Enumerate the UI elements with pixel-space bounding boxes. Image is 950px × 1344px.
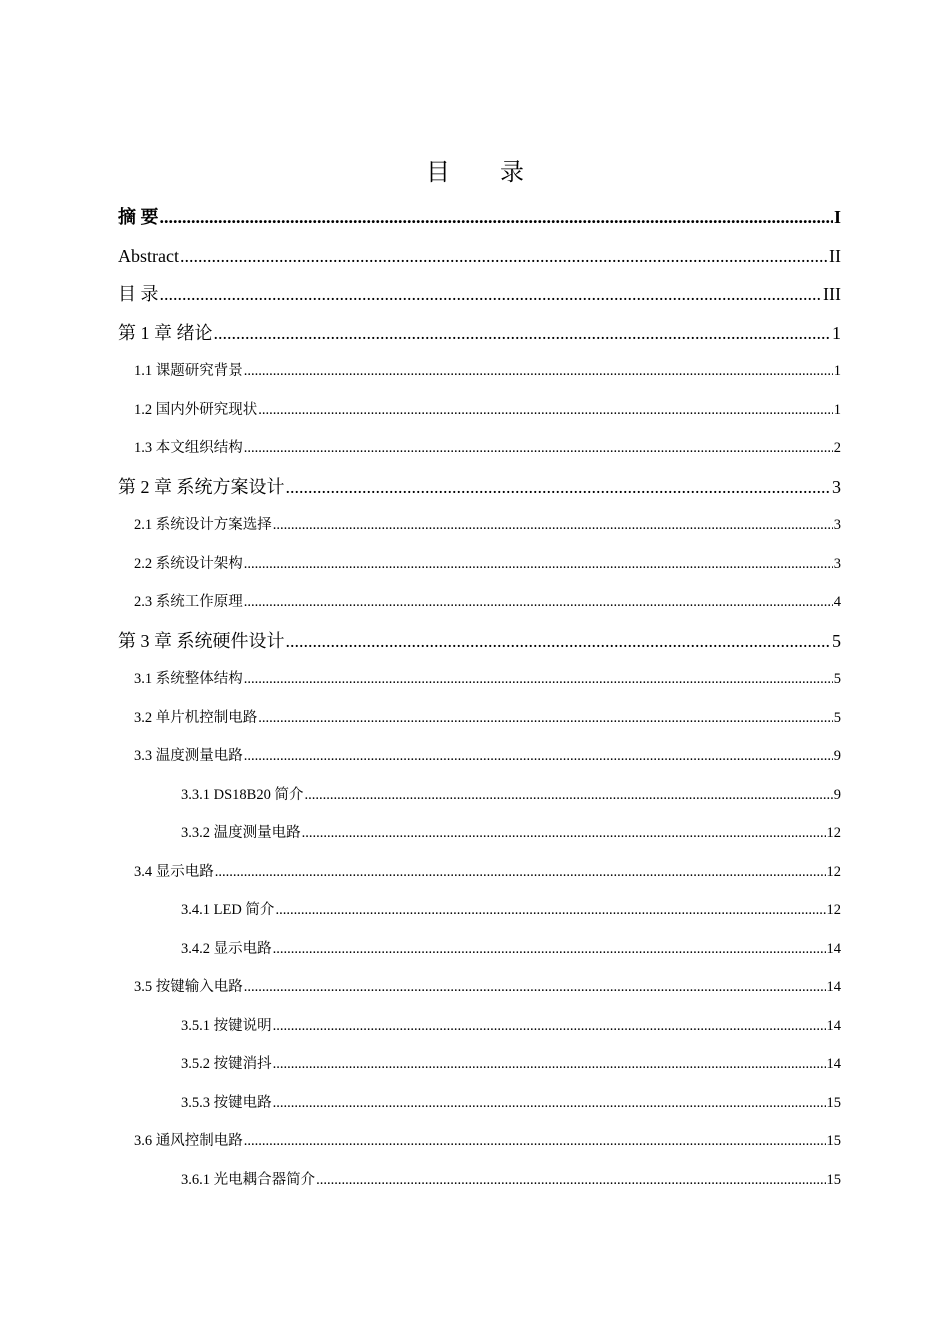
toc-leader-dots bbox=[244, 660, 833, 699]
toc-entry[interactable] bbox=[118, 853, 841, 892]
toc-entry-title: 3.4 显示电路 bbox=[134, 863, 214, 880]
toc-leader-dots bbox=[244, 968, 826, 1007]
toc-entry-title: 3.3.1 DS18B20 简介 bbox=[181, 786, 304, 803]
toc-entry-title: 2.3 系统工作原理 bbox=[134, 594, 243, 610]
toc-leader-dots bbox=[160, 198, 833, 237]
toc-leader-dots bbox=[244, 583, 833, 622]
toc-entry-page: 15 bbox=[826, 1133, 841, 1149]
toc-leader-dots bbox=[244, 737, 833, 776]
toc-entry-title: 3.2 单片机控制电路 bbox=[134, 709, 258, 726]
toc-entry-page: 14 bbox=[826, 1056, 841, 1072]
toc-entry-page: 14 bbox=[826, 979, 841, 995]
toc-entry-page: 3 bbox=[833, 517, 841, 533]
toc-entry-page: 15 bbox=[826, 1094, 841, 1111]
toc-entry-page: 3 bbox=[832, 476, 841, 497]
toc-entry-title: 3.1 系统整体结构 bbox=[134, 671, 243, 687]
toc-entry-page: 14 bbox=[826, 940, 841, 957]
toc-entry[interactable] bbox=[118, 391, 841, 430]
toc-entry[interactable] bbox=[118, 545, 841, 584]
toc-entry-title: 摘 要 bbox=[118, 207, 159, 227]
toc-entry-title: 3.3 温度测量电路 bbox=[134, 748, 243, 764]
toc-leader-dots bbox=[215, 853, 826, 892]
toc-entry[interactable] bbox=[118, 237, 841, 276]
toc-entry-page: 5 bbox=[833, 671, 841, 687]
toc-leader-dots bbox=[273, 930, 826, 969]
toc-entry[interactable] bbox=[118, 429, 841, 468]
toc-entry-title: 1.1 课题研究背景 bbox=[134, 363, 243, 379]
toc-entry-title: 2.2 系统设计架构 bbox=[134, 555, 243, 572]
table-of-contents bbox=[118, 198, 841, 1199]
toc-entry-page: 2 bbox=[833, 440, 841, 456]
toc-entry-page: 3 bbox=[833, 555, 841, 572]
toc-entry-title: 2.1 系统设计方案选择 bbox=[134, 517, 272, 533]
toc-entry-page: 5 bbox=[832, 630, 841, 651]
toc-entry-title: 3.3.2 温度测量电路 bbox=[181, 825, 301, 841]
toc-entry-page: 1 bbox=[832, 322, 841, 343]
toc-entry[interactable] bbox=[118, 622, 841, 661]
toc-entry[interactable] bbox=[118, 776, 841, 815]
toc-entry[interactable] bbox=[118, 275, 841, 314]
toc-leader-dots bbox=[273, 1045, 826, 1084]
toc-leader-dots bbox=[214, 314, 832, 353]
toc-entry-title: 第 3 章 系统硬件设计 bbox=[118, 630, 285, 651]
toc-leader-dots bbox=[258, 699, 833, 738]
toc-entry-page: 12 bbox=[826, 825, 841, 841]
toc-leader-dots bbox=[275, 891, 825, 930]
toc-entry-title: 3.5 按键输入电路 bbox=[134, 979, 243, 995]
toc-entry[interactable] bbox=[118, 352, 841, 391]
toc-entry[interactable] bbox=[118, 1007, 841, 1046]
toc-leader-dots bbox=[286, 468, 832, 507]
toc-entry-title: 3.4.1 LED 简介 bbox=[181, 902, 275, 918]
toc-leader-dots bbox=[244, 429, 833, 468]
toc-entry[interactable] bbox=[118, 198, 841, 237]
toc-entry-page: 1 bbox=[833, 401, 841, 418]
toc-entry-title: 目 录 bbox=[118, 284, 159, 304]
toc-entry[interactable] bbox=[118, 930, 841, 969]
toc-entry-page: III bbox=[823, 284, 841, 304]
toc-leader-dots bbox=[273, 506, 833, 545]
toc-entry-title: 1.2 国内外研究现状 bbox=[134, 401, 258, 418]
toc-leader-dots bbox=[316, 1161, 825, 1200]
toc-entry-page: 9 bbox=[833, 786, 841, 803]
toc-entry[interactable] bbox=[118, 468, 841, 507]
toc-leader-dots bbox=[302, 814, 826, 853]
toc-leader-dots bbox=[273, 1007, 826, 1046]
toc-entry-title: 1.3 本文组织结构 bbox=[134, 440, 243, 456]
toc-leader-dots bbox=[180, 237, 828, 276]
toc-entry-page: II bbox=[829, 245, 841, 266]
toc-entry[interactable] bbox=[118, 314, 841, 353]
toc-entry[interactable] bbox=[118, 1084, 841, 1123]
toc-entry-title: 3.5.3 按键电路 bbox=[181, 1094, 272, 1111]
toc-entry-page: 15 bbox=[826, 1171, 841, 1188]
toc-entry[interactable] bbox=[118, 660, 841, 699]
toc-entry[interactable] bbox=[118, 1161, 841, 1200]
toc-entry-title: 3.4.2 显示电路 bbox=[181, 940, 272, 957]
toc-leader-dots bbox=[244, 352, 833, 391]
toc-entry-title: 第 1 章 绪论 bbox=[118, 322, 213, 343]
toc-entry-page: 12 bbox=[826, 902, 841, 918]
toc-leader-dots bbox=[244, 545, 833, 584]
toc-entry[interactable] bbox=[118, 506, 841, 545]
toc-entry[interactable] bbox=[118, 1122, 841, 1161]
toc-leader-dots bbox=[273, 1084, 826, 1123]
toc-leader-dots bbox=[258, 391, 833, 430]
toc-entry-page: 14 bbox=[826, 1017, 841, 1034]
toc-entry[interactable] bbox=[118, 699, 841, 738]
toc-entry-title: 3.6 通风控制电路 bbox=[134, 1133, 243, 1149]
toc-entry-page: 5 bbox=[833, 709, 841, 726]
toc-entry-title: 3.5.1 按键说明 bbox=[181, 1017, 272, 1034]
toc-entry[interactable] bbox=[118, 1045, 841, 1084]
toc-entry[interactable] bbox=[118, 891, 841, 930]
toc-entry-page: 1 bbox=[833, 363, 841, 379]
toc-entry-page: 9 bbox=[833, 748, 841, 764]
toc-entry-title: 3.6.1 光电耦合器简介 bbox=[181, 1171, 316, 1188]
toc-title: 目 录 bbox=[426, 160, 546, 186]
toc-entry[interactable] bbox=[118, 968, 841, 1007]
toc-entry-page: I bbox=[833, 207, 841, 227]
toc-entry[interactable] bbox=[118, 814, 841, 853]
toc-leader-dots bbox=[286, 622, 832, 661]
toc-entry-page: 12 bbox=[826, 863, 841, 880]
toc-entry-title: Abstract bbox=[118, 245, 179, 266]
toc-entry-title: 3.5.2 按键消抖 bbox=[181, 1056, 272, 1072]
toc-entry[interactable] bbox=[118, 583, 841, 622]
toc-leader-dots bbox=[160, 275, 823, 314]
toc-entry-title: 第 2 章 系统方案设计 bbox=[118, 476, 285, 497]
toc-entry-page: 4 bbox=[833, 594, 841, 610]
toc-entry[interactable] bbox=[118, 737, 841, 776]
toc-leader-dots bbox=[304, 776, 832, 815]
toc-leader-dots bbox=[244, 1122, 826, 1161]
